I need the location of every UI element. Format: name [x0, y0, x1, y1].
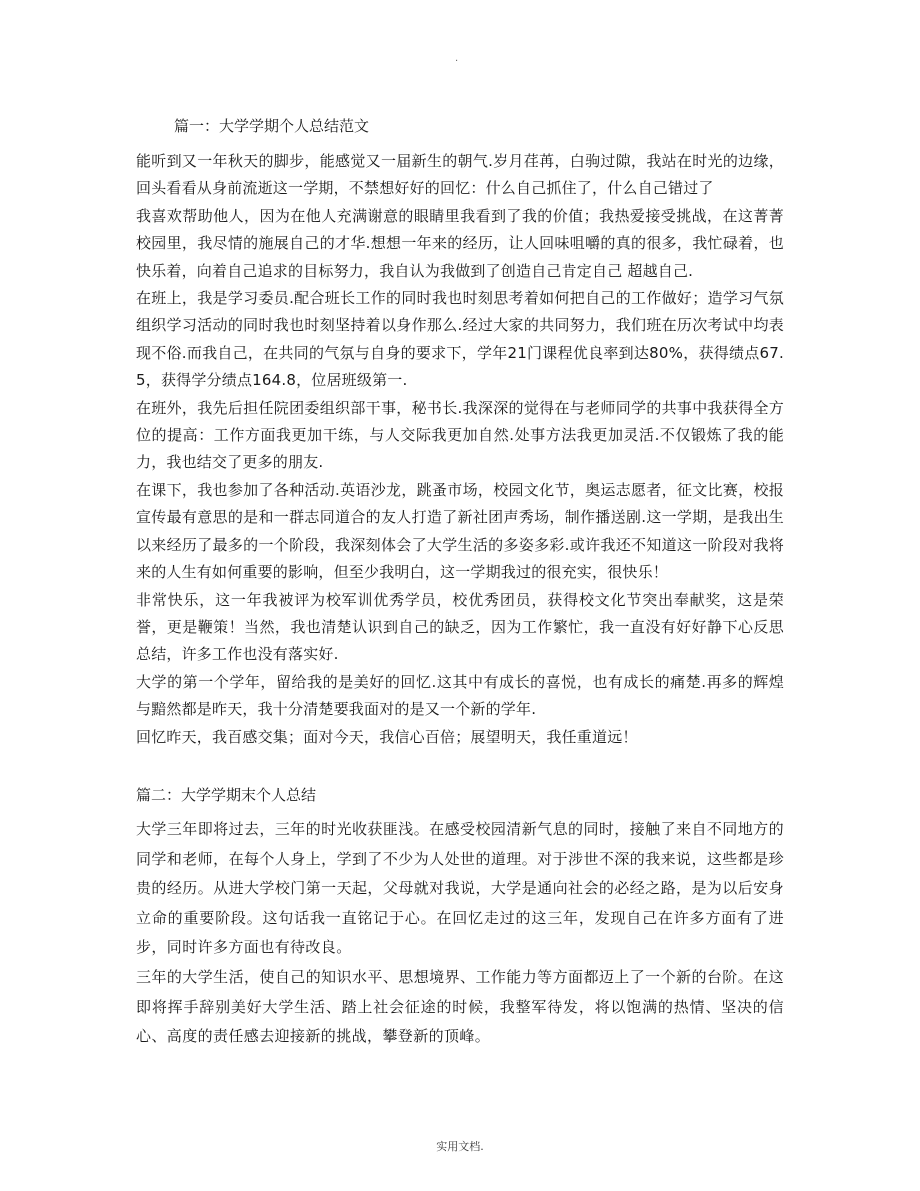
paragraph: 能听到又一年秋天的脚步，能感觉又一届新生的朝气.岁月荏苒，白驹过隙，我站在时光的边缘，回头看看从身前流逝这一学期，不禁想好好的回忆：什么自己抓住了，什么自己错过了	[136, 152, 784, 198]
section-1	[136, 110, 784, 751]
section-2	[136, 779, 784, 1052]
section-2-title: 篇二：大学学期末个人总结	[136, 785, 317, 804]
paragraph: 三年的大学生活，使自己的知识水平、思想境界、工作能力等方面都迈上了一个新的台阶。在这即将挥手辞别美好大学生活、踏上社会征途的时候，我整军待发，将以饱满的热情、坚决的信心、高度的责任感去迎接新的挑战，攀登新的顶峰。	[136, 967, 784, 1046]
document-body	[136, 108, 784, 1052]
section-1-title: 篇一：大学学期个人总结范文	[174, 117, 370, 135]
paragraph: 我喜欢帮助他人，因为在他人充满谢意的眼睛里我看到了我的价值；我热爱接受挑战，在这菁菁校园里，我尽情的施展自己的才华.想想一年来的经历，让人回味咀嚼的真的很多，我忙碌着，也快乐着，向着自己追求的目标努力，我自认为我做到了创造自己肯定自己 超越自己.	[136, 206, 784, 280]
paragraph: 大学的第一个学年，留给我的是美好的回忆.这其中有成长的喜悦，也有成长的痛楚.再多的辉煌与黯然都是昨天，我十分清楚要我面对的是又一个新的学年.	[136, 672, 784, 719]
header-mark: .	[455, 53, 459, 64]
paragraph: 回忆昨天，我百感交集；面对今天，我信心百倍；展望明天，我任重道远！	[136, 727, 638, 746]
page-footer: 实用文档.	[436, 1140, 484, 1153]
paragraph: 在课下，我也参加了各种活动.英语沙龙，跳蚤市场，校园文化节，奥运志愿者，征文比赛，校报宣传最有意思的是和一群志同道合的友人打造了新社团声秀场，制作播送剧.这一学期，是我出生以来经历了最多的一个阶段，我深刻体会了大学生活的多姿多彩.或许我还不知道这一阶段对我将来的人生有如何重要的影响，但至少我明白，这一学期我过的很充实，很快乐！	[136, 480, 784, 582]
paragraph: 大学三年即将过去，三年的时光收获匪浅。在感受校园清新气息的同时，接触了来自不同地方的同学和老师，在每个人身上，学到了不少为人处世的道理。对于涉世不深的我来说，这些都是珍贵的经历。从进大学校门第一天起，父母就对我说，大学是通向社会的必经之路，是为以后安身立命的重要阶段。这句话我一直铭记于心。在回忆走过的这三年，发现自己在许多方面有了进步，同时许多方面也有待改良。	[136, 819, 784, 957]
paragraph: 在班上，我是学习委员.配合班长工作的同时我也时刻思考着如何把自己的工作做好；造学习气氛组织学习活动的同时我也时刻坚持着以身作那么.经过大家的共同努力，我们班在历次考试中均表现不俗.而我自己，在共同的气氛与自身的要求下，学年21门课程优良率到达80%，获得绩点67.5，获得学分绩点164.8，位居班级第一.	[136, 289, 784, 390]
paragraph: 非常快乐，这一年我被评为校军训优秀学员，校优秀团员，获得校文化节突出奉献奖，这是荣誉，更是鞭策！当然，我也清楚认识到自己的缺乏，因为工作繁忙，我一直没有好好静下心反思总结，许多工作也没有落实好.	[136, 590, 784, 664]
paragraph: 在班外，我先后担任院团委组织部干事，秘书长.我深深的觉得在与老师同学的共事中我获得全方位的提高：工作方面我更加干练，与人交际我更加自然.处事方法我更加灵活.不仅锻炼了我的能力，我也结交了更多的朋友.	[136, 398, 784, 472]
